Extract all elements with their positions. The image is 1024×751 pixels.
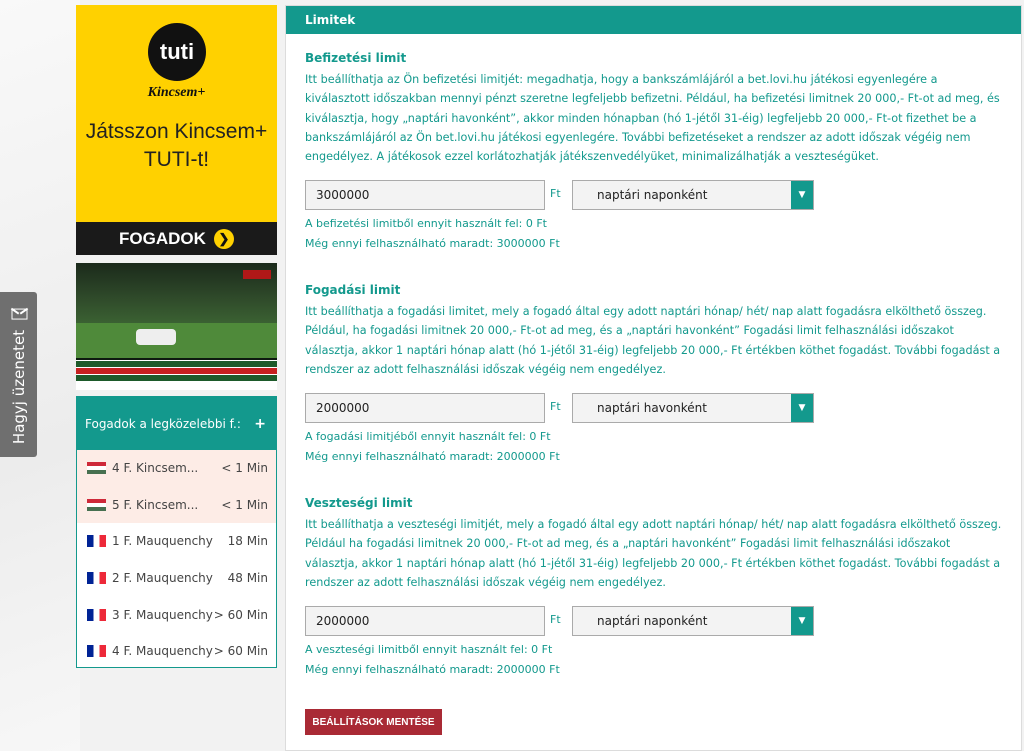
expand-icon[interactable]: + — [254, 415, 266, 432]
race-row[interactable] — [77, 450, 276, 487]
video-car — [136, 329, 176, 345]
race-row[interactable] — [77, 633, 276, 670]
envelope-icon — [11, 308, 27, 319]
feedback-label: Hagyj üzenetet — [9, 329, 28, 444]
race-name: 4 F. Mauquenchy — [112, 644, 213, 659]
ad-headline-line1: Játsszon Kincsem+ — [85, 120, 268, 143]
currency-label: Ft — [550, 400, 561, 413]
ad-cta-button[interactable] — [76, 222, 277, 255]
currency-label: Ft — [550, 187, 561, 200]
next-races-title: Fogadok a legközelebbi f.: — [85, 416, 241, 431]
video-odds-bar — [76, 361, 277, 367]
select-value: naptári naponként — [597, 188, 708, 202]
deposit-limit-input[interactable]: 3000000 — [305, 180, 545, 210]
remaining-amount: Még ennyi felhasználható maradt: 2000000 Ft — [305, 450, 560, 463]
video-odds-table — [76, 360, 277, 390]
section-description: Itt beállíthatja a veszteségi limitjét, mely a fogadó által egy adott naptári hónap/ hét/ nap alatt fogadásra elkölthető összeg. Például ha fogadási limitnek 20 000,- Ft-ot ad meg, és a „naptári havonként” Fogadási limit felhasználási időszakot választja, akkor 1 naptári hónap alatt (hó 1-jétől 31-éig) legfeljebb 20 000,- Ft értékben köthet fogadást. További fogadást a rendszer az adott felhasználási időszak végéig nem engedélyez. — [305, 518, 1002, 589]
race-time: > 60 Min — [213, 607, 268, 622]
chevron-down-icon[interactable]: ▼ — [791, 181, 813, 209]
section-title: Veszteségi limit — [305, 496, 413, 510]
race-time: 18 Min — [227, 534, 268, 549]
race-time: < 1 Min — [221, 461, 268, 476]
used-amount: A befizetési limitből ennyit használt fel: 0 Ft — [305, 217, 547, 230]
hungary-flag-icon — [87, 462, 106, 474]
section-title: Fogadási limit — [305, 283, 401, 297]
race-name: 4 F. Kincsem... — [112, 461, 199, 476]
france-flag-icon — [87, 645, 106, 657]
chevron-right-icon: ❯ — [214, 229, 234, 249]
race-row[interactable] — [77, 523, 276, 560]
used-amount: A fogadási limitjéből ennyit használt fel: 0 Ft — [305, 430, 551, 443]
race-row[interactable] — [77, 487, 276, 524]
next-races-header[interactable] — [77, 397, 276, 450]
used-amount: A veszteségi limitből ennyit használt fel: 0 Ft — [305, 643, 553, 656]
section-description: Itt beállíthatja a fogadási limitet, mely a fogadó által egy adott naptári hónap/ hét/ nap alatt fogadásra elkölthető összeg. Például, ha fogadási limitnek 20 000,- Ft-ot ad meg, és a „naptári havonként” Fogadási limit felhasználási időszakot választja, akkor 1 naptári hónap alatt (hó 1-jétől 31-éig) legfeljebb 20 000,- Ft értékben köthet fogadást. További fogadást a rendszer az adott felhasználási időszak végéig nem engedélyez. — [305, 305, 1001, 376]
select-value: naptári havonként — [597, 401, 707, 415]
currency-label: Ft — [550, 613, 561, 626]
race-name: 3 F. Mauquenchy — [112, 607, 213, 622]
section-description: Itt beállíthatja az Ön befizetési limitjét: megadhatja, hogy a bankszámlájáról a bet.lovi.hu játékosi egyenlegére a kiválasztott időszakban mennyi pénzt szeretne legfeljebb befizetni. Például, ha befizetési limitnek 20 000,- Ft-ot ad meg, és kiválasztja, hogy „naptári havonként”, akkor minden hónapban (hó 1-jétől 31-éig) legfeljebb 20 000,- Ft-ot fizethet be a bankszámlájáról az Ön bet.lovi.hu játékosi egyenlegére. További befizetéseket a rendszer az adott időszak végéig nem engedélyez. A játékosok ezzel korlátozhatják játékszenvedélyüket, minimalizálhatják a veszteségüket. — [305, 73, 1000, 164]
next-races-panel — [76, 396, 277, 668]
deposit-limit-section — [305, 51, 1005, 166]
select-value: naptári naponként — [597, 614, 708, 628]
loss-limit-stats — [305, 640, 805, 680]
loss-limit-section — [305, 496, 1005, 592]
deposit-period-select[interactable] — [572, 180, 814, 210]
race-row[interactable] — [77, 560, 276, 597]
betting-limit-stats — [305, 427, 805, 467]
video-grass — [76, 323, 277, 358]
race-time: < 1 Min — [221, 497, 268, 512]
panel-title: Limitek — [286, 6, 1021, 34]
video-channel-logo — [243, 270, 271, 279]
france-flag-icon — [87, 572, 106, 584]
race-name: 2 F. Mauquenchy — [112, 571, 213, 586]
remaining-amount: Még ennyi felhasználható maradt: 3000000 Ft — [305, 237, 560, 250]
chevron-down-icon[interactable]: ▼ — [791, 607, 813, 635]
chevron-down-icon[interactable]: ▼ — [791, 394, 813, 422]
betting-limit-controls — [305, 393, 825, 425]
betting-period-select[interactable] — [572, 393, 814, 423]
france-flag-icon — [87, 535, 106, 547]
race-time: 48 Min — [227, 571, 268, 586]
deposit-limit-stats — [305, 214, 805, 254]
hungary-flag-icon — [87, 499, 106, 511]
race-name: 1 F. Mauquenchy — [112, 534, 213, 549]
section-title: Befizetési limit — [305, 51, 407, 65]
save-settings-button[interactable]: BEÁLLÍTÁSOK MENTÉSE — [305, 709, 442, 735]
live-video-thumbnail[interactable] — [76, 263, 277, 390]
race-time: > 60 Min — [213, 644, 268, 659]
loss-limit-input[interactable]: 2000000 — [305, 606, 545, 636]
kincsem-tuti-ad[interactable] — [76, 5, 277, 255]
ad-cta-label: FOGADOK — [119, 228, 206, 248]
france-flag-icon — [87, 609, 106, 621]
betting-limit-section — [305, 283, 1005, 379]
ad-headline — [76, 118, 277, 174]
loss-period-select[interactable] — [572, 606, 814, 636]
limits-panel — [285, 5, 1022, 751]
remaining-amount: Még ennyi felhasználható maradt: 2000000 Ft — [305, 663, 560, 676]
video-odds-bar — [76, 368, 277, 374]
race-row[interactable] — [77, 596, 276, 633]
tuti-logo: tuti — [148, 23, 206, 81]
race-name: 5 F. Kincsem... — [112, 497, 199, 512]
feedback-tab[interactable] — [0, 292, 37, 457]
loss-limit-controls — [305, 606, 825, 638]
video-odds-bar — [76, 375, 277, 381]
kincsem-logo: Kincsem+ — [147, 85, 206, 100]
ad-headline-line2: TUTI-t! — [143, 148, 210, 171]
betting-limit-input[interactable]: 2000000 — [305, 393, 545, 423]
deposit-limit-controls — [305, 180, 825, 212]
